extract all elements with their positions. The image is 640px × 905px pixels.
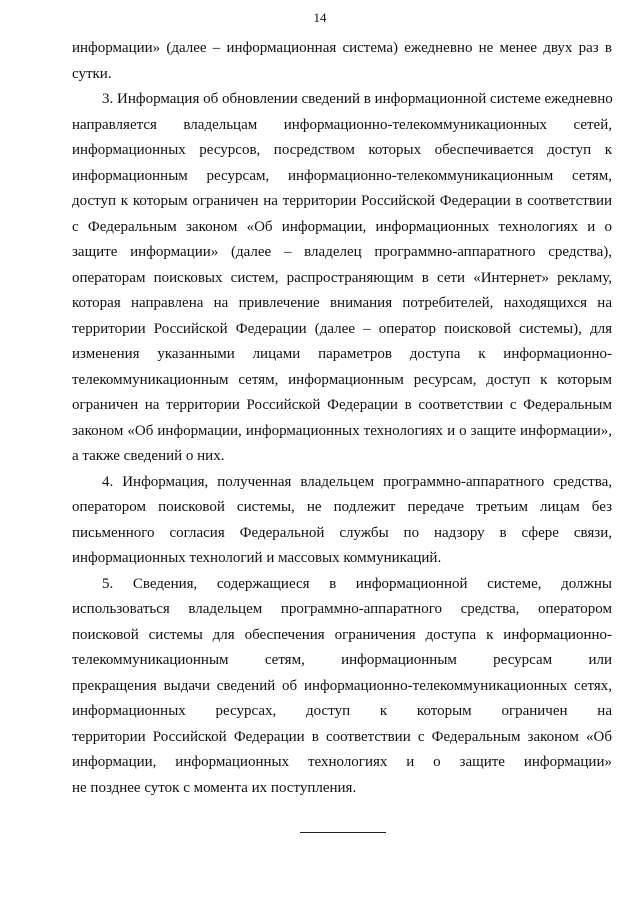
- text-line: оператором поисковой системы, не подлежит передаче третьим лицам без: [72, 499, 612, 515]
- text-line: использоваться владельцем программно-аппаратного средства, оператором: [72, 601, 612, 617]
- text-line: телекоммуникационным сетям, информационным ресурсам, доступ к которым: [72, 371, 612, 388]
- text-line: поисковой системы для обеспечения ограничения доступа к информационно-: [72, 626, 612, 643]
- document-body: [72, 36, 612, 801]
- text-line: доступ к которым ограничен на территории Российской Федерации в соответствии: [72, 193, 612, 209]
- text-line: территории Российской Федерации (далее – оператор поисковой системы), для: [72, 320, 612, 337]
- text-line: законом «Об информации, информационных технологиях и о защите информации»,: [72, 422, 612, 439]
- text-line: операторам поисковых систем, распространяющим в сети «Интернет» рекламу,: [72, 269, 612, 286]
- text-line: направляется владельцам информационно-телекоммуникационных сетей,: [72, 116, 612, 133]
- end-of-document-rule: [300, 832, 386, 833]
- text-line: изменения указанными лицами параметров доступа к информационно-: [72, 346, 612, 362]
- text-line: информационных ресурсов, посредством которых обеспечивается доступ к: [72, 142, 612, 158]
- text-line: 4. Информация, полученная владельцем программно-аппаратного средства,: [102, 473, 612, 490]
- text-line: письменного согласия Федеральной службы по надзору в сфере связи,: [72, 524, 612, 541]
- page-number: 14: [313, 10, 327, 25]
- text-line: прекращения выдачи сведений об информационно-телекоммуникационных сетях,: [72, 677, 612, 694]
- text-line: ограничен на территории Российской Федерации в соответствии с Федеральным: [72, 397, 612, 413]
- text-line: не позднее суток с момента их поступления.: [72, 779, 357, 796]
- text-line: информационных технологий и массовых коммуникаций.: [72, 550, 442, 566]
- text-line: которая направлена на привлечение внимания потребителей, находящихся на: [72, 295, 612, 311]
- text-line: 3. Информация об обновлении сведений в информационной системе ежедневно: [102, 91, 613, 107]
- text-line: информационных ресурсах, доступ к которым ограничен на: [72, 703, 612, 719]
- text-line: а также сведений о них.: [72, 448, 225, 464]
- text-line: с Федеральным законом «Об информации, информационных технологиях и о: [72, 218, 612, 235]
- text-line: информационным ресурсам, информационно-телекоммуникационным сетям,: [72, 167, 612, 184]
- text-line: сутки.: [72, 65, 112, 82]
- text-line: территории Российской Федерации в соответствии с Федеральным законом «Об: [72, 728, 612, 745]
- text-line: информации, информационных технологиях и о защите информации»: [72, 754, 612, 770]
- text-line: 5. Сведения, содержащиеся в информационной системе, должны: [102, 575, 612, 592]
- text-line: информации» (далее – информационная система) ежедневно не менее двух раз в: [72, 40, 612, 56]
- text-line: защите информации» (далее – владелец программно-аппаратного средства),: [72, 244, 612, 260]
- text-line: телекоммуникационным сетям, информационным ресурсам или: [72, 652, 612, 668]
